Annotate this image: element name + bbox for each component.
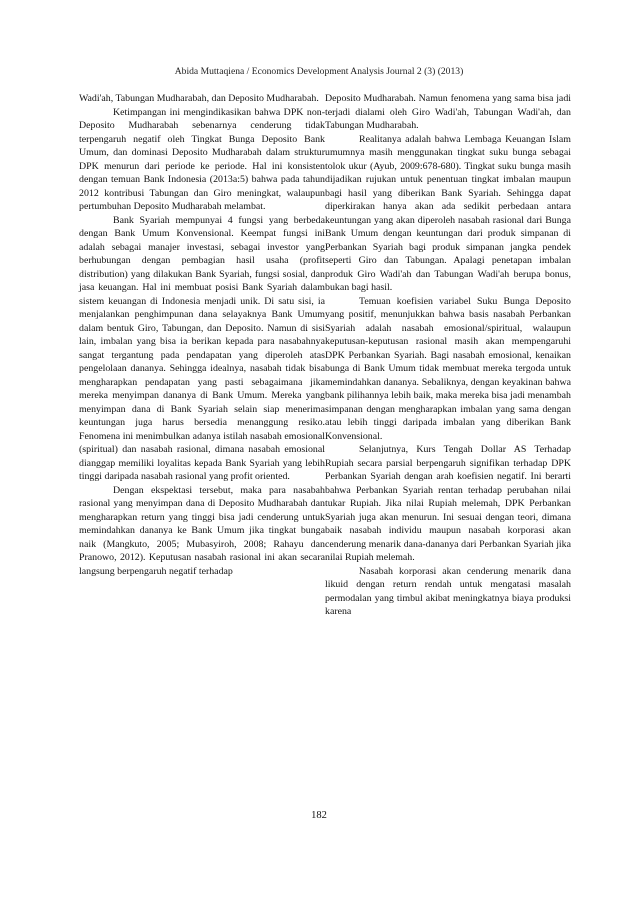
paragraph: Temuan koefisien variabel Suku Bunga Deposito yang positif, menunjukkan bahwa basis nasabah Perbankan Syariah adalah nasabah emosional/spiritual, walaupun keputusan-keputusan rasional masih akan mempengaruhi DPK Perbankan Syariah. Bagi nasabah emosional, kenaikan bunga di Bank Umum tidak membuat mereka tergoda untuk memindahkan dananya. Sebaliknya, dengan keyakinan bahwa bank pilihannya lebih baik, maka mereka bisa jadi menambah simpanan dengan mengharapkan imbalan yang sama dengan atau lebih tinggi daripada imbalan yang diberikan Bank Konvensional. [325, 295, 571, 442]
running-head: Abida Muttaqiena / Economics Development Analysis Journal 2 (3) (2013) [174, 66, 464, 77]
paragraph: Dengan ekspektasi tersebut, maka para nasabah rasional yang menyimpan dana di Deposito Mudharabah dan mengharapkan return yang tinggi bisa jadi cenderung untuk memindahkan dananya ke Bank Umum jika tingkat bunga naik (Mangkuto, 2005; Mubasyiroh, 2008; Rahayu dan Pranowo, 2012). Keputusan nasabah rasional ini akan secara langsung berpengaruh negatif terhadap [79, 484, 325, 577]
paragraph: Ketimpangan ini mengindikasikan bahwa DPK non-Deposito Mudharabah sebenarnya cenderung tidak terpengaruh negatif oleh Tingkat Bunga Deposito Bank Umum, dan dominasi Deposito Mudharabah dalam struktur DPK menurun dari periode ke periode. Hal ini konsisten dengan temuan Bank Indonesia (2013a:5) bahwa pada tahun 2012 kontribusi Tabungan dan Giro meningkat, walaupun pertumbuhan Deposito Mudharabah melambat. [79, 106, 325, 212]
right-column [325, 92, 571, 619]
paragraph: Realitanya adalah bahwa Lembaga Keuangan Islam umumnya masih menggunakan tingkat suku bunga sebagai tolok ukur (Ayub, 2009:678-680). Tingkat suku bunga masih dijadikan rujukan untuk penentuan tingkat imbalan maupun bagi hasil yang diberikan Bank Syariah. Sehingga dapat diperkirakan hanya akan ada sedikit perbedaan antara keuntungan yang akan diperoleh nasabah rasional dari Bunga Bank Umum dengan keuntungan dari produk simpanan di Perbankan Syariah bagi produk simpanan jangka pendek seperti Giro dan Tabungan. Apalagi penetapan imbalan produk Giro Wadi'ah dan Tabungan Wadi'ah berupa bonus, bukan bagi hasil. [325, 133, 571, 293]
paragraph: Wadi'ah, Tabungan Mudharabah, dan Deposito Mudharabah. [79, 93, 319, 104]
paragraph: Selanjutnya, Kurs Tengah Dollar AS Terhadap Rupiah secara parsial berpengaruh signifikan terhadap DPK Perbankan Syariah dengan arah koefisien negatif. Ini berarti bahwa Perbankan Syariah rentan terhadap perubahan nilai tukar Rupiah. Jika nilai Rupiah melemah, DPK Perbankan Syariah juga akan menurun. Ini sesuai dengan teori, dimana baik nasabah individu maupun nasabah korporasi akan cenderung menarik dana-dananya dari Perbankan Syariah jika nilai Rupiah melemah. [325, 444, 571, 563]
paragraph: Nasabah korporasi akan cenderung menarik dana likuid dengan return rendah untuk mengatasi masalah permodalan yang timbul akibat meningkatnya biaya produksi karena [325, 565, 571, 617]
paragraph: Deposito Mudharabah. Namun fenomena yang sama bisa jadi terjadi dialami oleh Giro Wadi'ah, Tabungan Wadi'ah, dan Tabungan Mudharabah. [325, 93, 571, 131]
page-number: 182 [311, 810, 327, 821]
paragraph: Bank Syariah mempunyai 4 fungsi yang berbeda dengan Bank Umum Konvensional. Keempat fungsi ini adalah sebagai manajer investasi, sebagai investor yang berhubungan dengan pembagian hasil usaha (profit distribution) yang dilakukan Bank Syariah, fungsi sosial, dan jasa keuangan. Hal ini membuat posisi Bank Syariah dalam sistem keuangan di Indonesia menjadi unik. Di satu sisi, ia menjalankan penghimpunan dana selayaknya Bank Umum dalam bentuk Giro, Tabungan, dan Deposito. Namun di sisi lain, imbalan yang bisa ia berikan kepada para nasabahnya sangat tergantung pada pendapatan yang diperoleh atas pengelolaan dananya. Sehingga idealnya, nasabah tidak bisa mengharapkan pendapatan yang pasti sebagaimana jika mereka menyimpan dananya di Bank Umum. Mereka yang menyimpan dana di Bank Syariah selain siap menerima keuntungan juga harus bersedia menanggung resiko. Fenomena ini menimbulkan adanya istilah nasabah emosional (spiritual) dan nasabah rasional, dimana nasabah emosional dianggap memiliki loyalitas kepada Bank Syariah yang lebih tinggi daripada nasabah rasional yang profit oriented. [79, 214, 325, 482]
left-column [79, 92, 325, 578]
